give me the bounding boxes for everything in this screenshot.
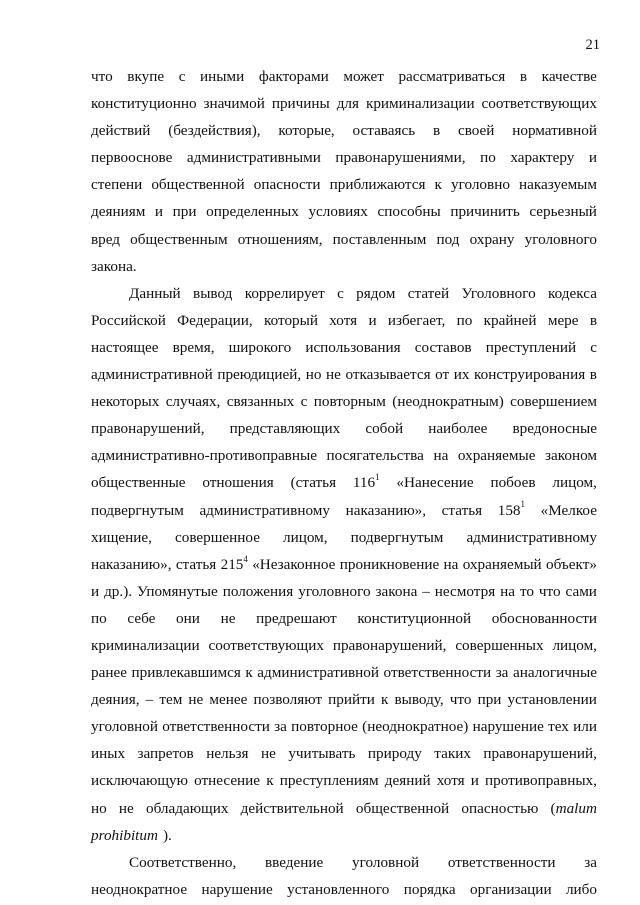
- word: составов: [414, 338, 472, 356]
- word: административно-противоправные: [91, 447, 317, 465]
- word: (статья: [290, 474, 337, 492]
- word: вывод: [193, 284, 233, 302]
- word: и: [368, 311, 377, 329]
- word: наказанию»,: [91, 555, 172, 573]
- word: то: [519, 582, 534, 600]
- word: тем: [159, 691, 183, 709]
- text-line: [91, 307, 597, 334]
- word: способны: [377, 203, 441, 221]
- word: на: [500, 582, 516, 600]
- word: не: [326, 366, 341, 384]
- text-line: [91, 388, 597, 415]
- text-line: [91, 469, 597, 496]
- word: мере: [547, 311, 579, 329]
- word: оставаясь: [352, 122, 416, 140]
- word: ).: [162, 826, 172, 844]
- word: криминализации: [91, 636, 200, 654]
- word: Данный: [129, 284, 181, 302]
- word: (: [550, 799, 556, 817]
- word: «Мелкое: [540, 501, 597, 519]
- text-line: [91, 876, 597, 903]
- word: условиях: [308, 203, 368, 221]
- word: повторным: [313, 393, 386, 411]
- word: к: [245, 664, 253, 682]
- word: к: [434, 176, 442, 194]
- text-line: [91, 524, 597, 551]
- word: что: [91, 68, 113, 85]
- word: (неоднократным): [392, 393, 504, 411]
- word: некоторых: [91, 393, 160, 411]
- word: посягательства: [326, 447, 424, 465]
- text-line: [91, 497, 597, 524]
- text-line: [91, 63, 597, 90]
- word: качестве: [541, 68, 597, 85]
- word: административному: [466, 528, 597, 546]
- word: преступлений: [485, 338, 577, 356]
- word: уголовного: [298, 582, 371, 600]
- word: прийти: [328, 691, 375, 709]
- word: законом: [545, 447, 597, 465]
- word: их: [453, 366, 470, 384]
- word: для: [336, 95, 359, 113]
- text-line: [91, 198, 597, 225]
- word: своей: [457, 122, 495, 140]
- word: неоднократное: [91, 880, 188, 898]
- word: обладающих: [145, 799, 229, 817]
- word: преюдицией,: [217, 366, 302, 384]
- word: в: [589, 311, 597, 329]
- word: выводу,: [394, 691, 444, 709]
- text-line: [91, 767, 597, 794]
- word: крайней: [483, 311, 537, 329]
- word: характеру: [510, 149, 575, 167]
- word: подвергнутым: [91, 501, 184, 519]
- word: к: [266, 772, 274, 790]
- word: охраняемые: [457, 447, 536, 465]
- word: под: [436, 230, 460, 248]
- word: значимой: [203, 95, 265, 113]
- word: что: [538, 582, 561, 600]
- word: наказанию»,: [345, 501, 427, 519]
- word: –: [145, 691, 154, 709]
- word: по: [480, 149, 496, 167]
- word: (бездействия),: [168, 122, 261, 140]
- text-line: [91, 849, 597, 876]
- text-line: [91, 795, 597, 822]
- word: хищение,: [91, 528, 152, 546]
- word: причины: [271, 95, 330, 113]
- page-number: 21: [585, 37, 600, 53]
- word: действий: [91, 122, 151, 140]
- text-line: [91, 740, 597, 767]
- text-line: [91, 822, 597, 849]
- word: сами: [565, 582, 597, 600]
- word: Уголовного: [461, 284, 536, 302]
- word: уголовной: [352, 853, 420, 871]
- word: в: [519, 68, 528, 85]
- text-line: [91, 144, 597, 171]
- word: несмотря: [434, 582, 496, 600]
- word: время,: [172, 338, 215, 356]
- word: ответственности: [383, 664, 492, 682]
- word: malum: [555, 799, 597, 817]
- word: вкупе: [127, 68, 165, 85]
- word: природу: [367, 745, 422, 763]
- word: отношениям,: [237, 230, 323, 248]
- word: поставленным: [332, 230, 427, 248]
- word: привлекавшимся: [131, 664, 241, 682]
- word: конституционной: [357, 609, 472, 627]
- word: приближаются: [329, 176, 426, 194]
- word: от: [435, 366, 450, 384]
- word: и: [154, 203, 164, 221]
- word: общественной: [151, 176, 245, 194]
- word: не: [261, 745, 276, 763]
- word: «Нанесение: [396, 474, 474, 492]
- text-line: [91, 280, 597, 307]
- word: что: [449, 691, 472, 709]
- word: правонарушениями,: [335, 149, 466, 167]
- word: широкого: [228, 338, 292, 356]
- word: в: [589, 366, 597, 384]
- word: соответствующих: [208, 636, 324, 654]
- word: при: [477, 691, 502, 709]
- word: серьезный: [529, 203, 597, 221]
- word: наказуемым: [519, 176, 597, 194]
- word-group: [551, 795, 597, 822]
- word: рядом: [356, 284, 396, 302]
- word: лицом,: [552, 474, 597, 492]
- word: по: [456, 311, 473, 329]
- word: тех: [548, 718, 569, 736]
- text-line: [91, 578, 597, 605]
- word: по: [91, 609, 107, 627]
- word: $215^4$: [220, 553, 248, 573]
- word: административному: [199, 501, 330, 519]
- word: –: [422, 582, 430, 600]
- word: аналогичные: [512, 664, 597, 682]
- word: деяния,: [91, 691, 140, 709]
- word: криминализации: [365, 95, 475, 113]
- text-line: [91, 117, 597, 144]
- word: исключающую: [91, 772, 188, 790]
- word: за: [584, 853, 597, 871]
- word: либо: [565, 880, 597, 898]
- word: обоснованности: [491, 609, 597, 627]
- word: определенных: [206, 203, 299, 221]
- word: вредоносные: [512, 420, 597, 438]
- text-line: [91, 605, 597, 632]
- word: ранее: [91, 664, 127, 682]
- word: за: [274, 718, 287, 736]
- word: иных: [91, 745, 126, 763]
- word: может: [343, 68, 384, 85]
- word: статья: [175, 555, 217, 573]
- word: отношения: [202, 474, 274, 492]
- word: вред: [91, 230, 121, 248]
- word: ответственности: [447, 853, 556, 871]
- word: действительной: [240, 799, 344, 817]
- word: предрешают: [256, 609, 337, 627]
- word: нарушение: [201, 880, 273, 898]
- word: нарушение: [472, 718, 544, 736]
- word: и: [588, 149, 597, 167]
- word: лицом,: [282, 528, 328, 546]
- word: установленного: [287, 880, 390, 898]
- word: деяниям: [91, 203, 146, 221]
- word: при: [172, 203, 197, 221]
- word: позволяют: [253, 691, 323, 709]
- word: Российской: [91, 311, 166, 329]
- word: статей: [407, 284, 450, 302]
- word: $116^1$: [352, 472, 380, 492]
- word: настоящее: [91, 338, 159, 356]
- word: подвергнутым: [350, 528, 444, 546]
- word: «Незаконное: [252, 555, 336, 573]
- word: Упомянутые: [137, 582, 218, 600]
- word: опасностью: [461, 799, 539, 817]
- word: избегает,: [387, 311, 446, 329]
- text-line: [91, 551, 597, 578]
- word: правонарушений,: [332, 636, 447, 654]
- word: менее: [209, 691, 248, 709]
- word: побоев: [490, 474, 536, 492]
- word: но: [305, 366, 322, 384]
- word: (неоднократное): [362, 718, 469, 736]
- word: не: [220, 609, 236, 627]
- word: охраняемый: [462, 555, 542, 573]
- word: факторами: [258, 68, 329, 85]
- word: они: [176, 609, 200, 627]
- word: причинить: [450, 203, 520, 221]
- word: представляющих: [229, 420, 341, 438]
- word: и: [470, 772, 479, 790]
- word: административной: [91, 366, 213, 384]
- word: с: [300, 393, 308, 411]
- word: к: [380, 691, 389, 709]
- word: опасности: [253, 176, 321, 194]
- word: связанных: [226, 393, 295, 411]
- word: введение: [265, 853, 324, 871]
- word: отказывается: [345, 366, 431, 384]
- text-line: [91, 659, 597, 686]
- word: или: [573, 718, 597, 736]
- word: закона: [375, 582, 418, 600]
- word: организации: [470, 880, 552, 898]
- word: наиболее: [428, 420, 488, 438]
- word: отнесение: [194, 772, 261, 790]
- word: использования: [305, 338, 401, 356]
- word: не: [188, 691, 204, 709]
- word: собой: [365, 420, 404, 438]
- word: случаях,: [165, 393, 221, 411]
- word: преступлениям: [279, 772, 379, 790]
- word: с: [590, 338, 597, 356]
- word: общественной: [355, 799, 450, 817]
- word: Федерации,: [177, 311, 253, 329]
- word: себе: [127, 609, 156, 627]
- word: prohibitum: [91, 826, 158, 844]
- word: совершенное: [174, 528, 260, 546]
- text-line: [91, 171, 597, 198]
- word: административной: [257, 664, 380, 682]
- word: коррелирует: [244, 284, 325, 302]
- word: не: [118, 799, 134, 817]
- text-line: [91, 226, 597, 253]
- word: закона.: [91, 257, 137, 275]
- text-line: [91, 334, 597, 361]
- word: но: [91, 799, 107, 817]
- word: за: [495, 664, 509, 682]
- word: правонарушений,: [91, 420, 205, 438]
- text-line: [91, 713, 597, 740]
- text-line: [91, 632, 597, 659]
- word: уголовного: [524, 230, 597, 248]
- text-line: [91, 686, 597, 713]
- word: с: [337, 284, 344, 302]
- body-text: [91, 63, 597, 903]
- text-line: [91, 253, 597, 280]
- word: рассматриваться: [398, 68, 506, 85]
- text-line: [91, 90, 597, 117]
- word: объект»: [545, 555, 597, 573]
- word: иными: [200, 68, 245, 85]
- word: деяний: [384, 772, 431, 790]
- word: общественным: [130, 230, 228, 248]
- word: лицом,: [552, 636, 597, 654]
- word: запретов: [137, 745, 194, 763]
- word: первооснове: [91, 149, 173, 167]
- word: конструирования: [474, 366, 586, 384]
- word: таких: [434, 745, 471, 763]
- word: противоправных,: [485, 772, 597, 790]
- word: кодекса: [548, 284, 597, 302]
- word: $158^1$: [497, 499, 526, 519]
- word: степени: [91, 176, 143, 194]
- word: Соответственно,: [129, 853, 237, 871]
- word: статья: [441, 501, 483, 519]
- word: порядка: [403, 880, 456, 898]
- word: уголовно: [451, 176, 510, 194]
- word: который: [264, 311, 318, 329]
- word: повторное: [291, 718, 358, 736]
- word: охрану: [469, 230, 515, 248]
- word: с: [178, 68, 186, 85]
- word: ответственности: [162, 718, 270, 736]
- word: в: [432, 122, 441, 140]
- word: хотя: [436, 772, 465, 790]
- word: совершенных: [455, 636, 544, 654]
- word: правонарушений,: [483, 745, 597, 763]
- word: административными: [186, 149, 321, 167]
- word: общественные: [91, 474, 186, 492]
- word: и: [91, 582, 100, 600]
- word: нормативной: [512, 122, 597, 140]
- word: совершением: [510, 393, 597, 411]
- word: на: [433, 447, 449, 465]
- word: установлении: [507, 691, 597, 709]
- word: др.).: [104, 582, 133, 600]
- word: соответствующих: [481, 95, 597, 113]
- word: положения: [222, 582, 294, 600]
- text-line: [91, 442, 597, 469]
- word: на: [443, 555, 459, 573]
- word: которые,: [278, 122, 335, 140]
- word: уголовной: [91, 718, 159, 736]
- word: учитывать: [288, 745, 356, 763]
- word: хотя: [329, 311, 358, 329]
- word: проникновение: [339, 555, 440, 573]
- word: нельзя: [206, 745, 249, 763]
- text-line: [91, 361, 597, 388]
- word: конституционно: [91, 95, 197, 113]
- text-line: [91, 415, 597, 442]
